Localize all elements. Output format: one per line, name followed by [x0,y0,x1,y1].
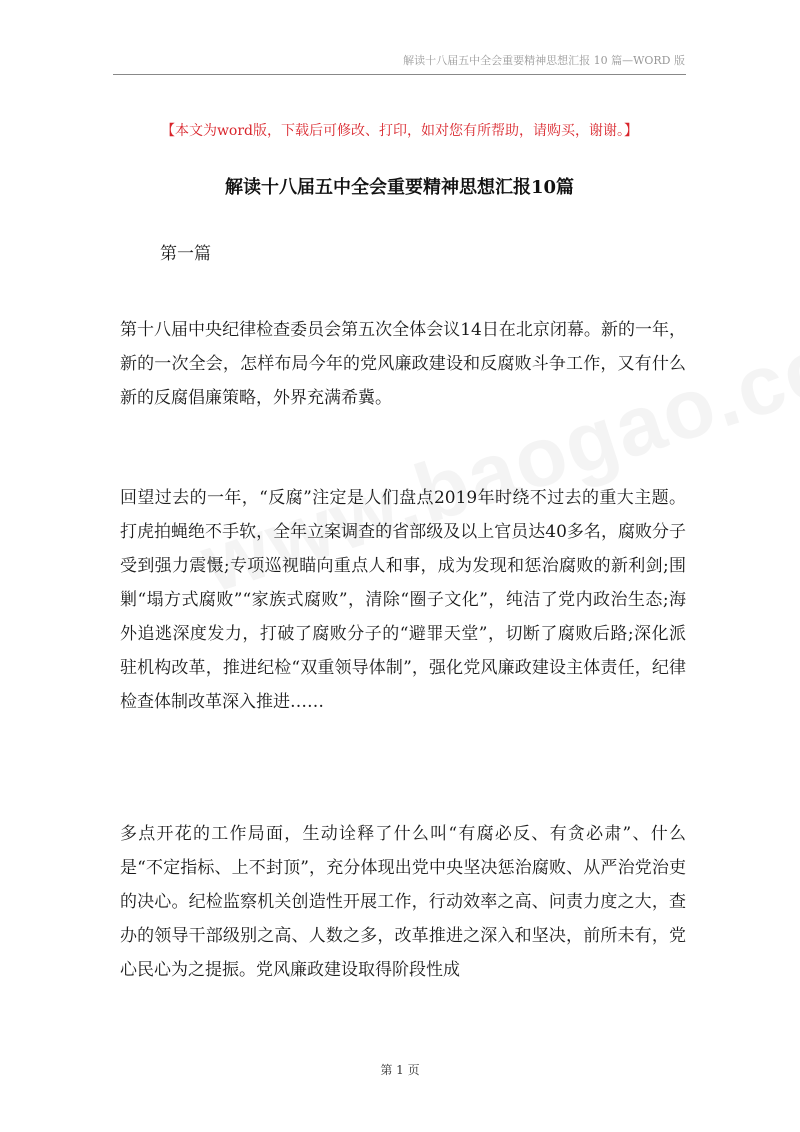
document-title: 解读十八届五中全会重要精神思想汇报10篇 [224,177,575,198]
page-number: 第 1 页 [380,1063,420,1077]
body-paragraph: 第十八届中央纪律检查委员会第五次全体会议14日在北京闭幕。新的一年，新的一次全会，怎样布局今年的党风廉政建设和反腐败斗争工作，又有什么新的反腐倡廉策略，外界充满希冀。 [120,320,686,408]
header-divider [113,74,686,75]
purchase-notice: 【本文为word版，下载后可修改、打印，如对您有所帮助，请购买，谢谢。】 [160,123,639,139]
section-heading: 第一篇 [160,244,211,264]
running-header: 解读十八届五中全会重要精神思想汇报 10 篇—WORD 版 [403,54,685,67]
body-paragraph: 多点开花的工作局面，生动诠释了什么叫“有腐必反、有贪必肃”、什么是“不定指标、上不封顶”，充分体现出党中央坚决惩治腐败、从严治党治吏的决心。纪检监察机关创造性开展工作，行动效率之高、问责力度之大，查办的领导干部级别之高、人数之多，改革推进之深入和坚决，前所未有，党心民心为之提振。党风廉政建设取得阶段性成 [120,824,686,980]
body-paragraph: 回望过去的一年，“反腐”注定是人们盘点2019年时绕不过去的重大主题。打虎拍蝇绝不手软，全年立案调查的省部级及以上官员达40多名，腐败分子受到强力震慑;专项巡视瞄向重点人和事，成为发现和惩治腐败的新利剑;围剿“塌方式腐败”“家族式腐败”，清除“圈子文化”，纯洁了党内政治生态;海外追逃深度发力，打破了腐败分子的“避罪天堂”，切断了腐败后路;深化派驻机构改革，推进纪检“双重领导体制”，强化党风廉政建设主体责任，纪律检查体制改革深入推进…… [120,488,686,712]
